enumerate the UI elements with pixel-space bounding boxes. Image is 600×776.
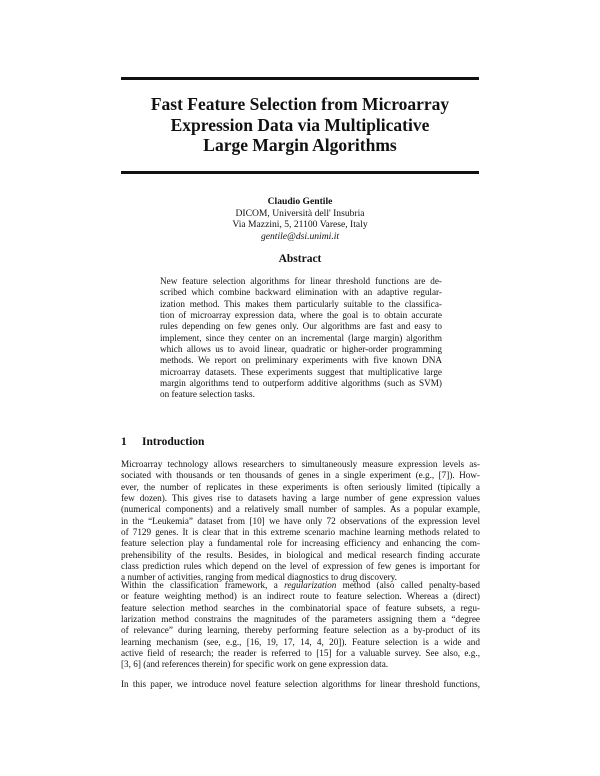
paragraph-line: of relevance” during learning, thereby performing feature selection as a by-product of its — [121, 625, 480, 636]
paragraph-line: a number of activities, ranging from medical diagnostics to drug discovery. — [121, 572, 397, 583]
author-email: gentile@dsi.unimi.it — [260, 230, 340, 242]
author-address: Via Mazzini, 5, 21100 Varese, Italy — [232, 219, 368, 230]
paper-title — [110, 94, 490, 156]
intro-paragraph-2 — [121, 580, 480, 671]
author-name: Claudio Gentile — [267, 196, 333, 207]
section-number: 1 — [121, 436, 127, 448]
abstract-line: on feature selection tasks. — [160, 389, 255, 400]
paragraph-line: few dozen). This gives rise to datasets having a large number of gene expression values — [121, 493, 480, 504]
abstract-line: tion of microarray expression data, where the goal is to obtain accurate — [160, 310, 442, 321]
paragraph-line: prehensibility of the results. Besides, in biological and medical research finding accurate — [121, 549, 480, 560]
intro-paragraph-3 — [121, 679, 480, 690]
paragraph-line: feature selection play a fundamental role for increasing efficiency and enhancing the com- — [121, 538, 480, 549]
abstract-line: scribed which combine backward elimination with an adaptive regular- — [160, 287, 442, 298]
author-block — [150, 196, 450, 242]
paragraph-line: (numerical components) and a relatively small number of samples. As a popular example, — [121, 504, 480, 515]
author-affiliation: DICOM, Università dell' Insubria — [235, 207, 365, 219]
title-line: Fast Feature Selection from Microarray — [150, 94, 450, 114]
abstract-line: New feature selection algorithms for linear threshold functions are de- — [160, 276, 442, 286]
title-bottom-rule — [121, 171, 479, 174]
paragraph-line: or feature weighting method) is an indirect route to feature selection. Whereas a (direct) — [121, 591, 480, 602]
paragraph-line: in the “Leukemia” dataset from [10] we have only 72 observations of the expression level — [121, 515, 480, 526]
title-line: Expression Data via Multiplicative — [170, 114, 430, 135]
paragraph-line — [121, 580, 480, 591]
paragraph-line: In this paper, we introduce novel feature selection algorithms for linear threshold functions, — [121, 679, 480, 689]
abstract-line: microarray datasets. These experiments suggest that multiplicative large — [160, 366, 442, 377]
intro-paragraph-1 — [121, 459, 480, 584]
section-title: Introduction — [142, 436, 205, 448]
paragraph-line: feature selection method searches in the combinatorial space of feature subsets, a regu- — [121, 602, 480, 613]
paragraph-line: larization method constrains the magnitudes of the parameters assigning them a “degree — [121, 614, 480, 625]
paragraph-line: active field of research; the reader is referred to [15] for a valuable survey. See also, e.g., — [121, 648, 480, 659]
title-top-rule — [121, 77, 479, 80]
paragraph-line: class prediction rules which depend on the level of expression of few genes is important for — [121, 561, 480, 572]
paragraph-line: learning mechanism (see, e.g., [16, 19, 17, 14, 4, 20]). Feature selection is a wide and — [121, 636, 480, 647]
abstract-line: methods. We report on preliminary experiments with five known DNA — [160, 355, 442, 366]
paragraph-text: Within the classification framework, a — [121, 580, 285, 590]
title-line: Large Margin Algorithms — [203, 135, 397, 155]
abstract-line: which allows us to avoid linear, quadratic or higher-order programming — [160, 344, 442, 355]
abstract-line: margin algorithms tend to outperform additive algorithms (such as SVM) — [160, 378, 442, 389]
paragraph-line: ever, the number of replicates in these experiments is often seriously limited (tipically a — [121, 481, 480, 492]
paragraph-text: method (also called penalty-based — [336, 580, 480, 590]
paragraph-line: Microarray technology allows researchers to simultaneously measure expression levels as- — [121, 459, 480, 469]
abstract-line: implement, since they center on an incremental (large margin) algorithm — [160, 332, 442, 343]
section-heading — [121, 436, 421, 448]
paragraph-line: sociated with thousands or ten thousands of genes in a single experiment (e.g., [7]). How- — [121, 470, 480, 481]
paragraph-line: [3, 6] (and references therein) for specific work on gene expression data. — [121, 659, 389, 670]
abstract-line: rules depending on few genes only. Our algorithms are fast and easy to — [160, 321, 442, 332]
abstract-heading: Abstract — [278, 253, 322, 265]
paragraph-line: of 7129 genes. It is clear that in this extreme scenario machine learning methods related to — [121, 527, 480, 538]
emphasis-term: regularization — [284, 580, 337, 590]
abstract-body — [160, 276, 442, 401]
abstract-line: ization method. This makes them particularly suitable to the classifica- — [160, 298, 442, 309]
